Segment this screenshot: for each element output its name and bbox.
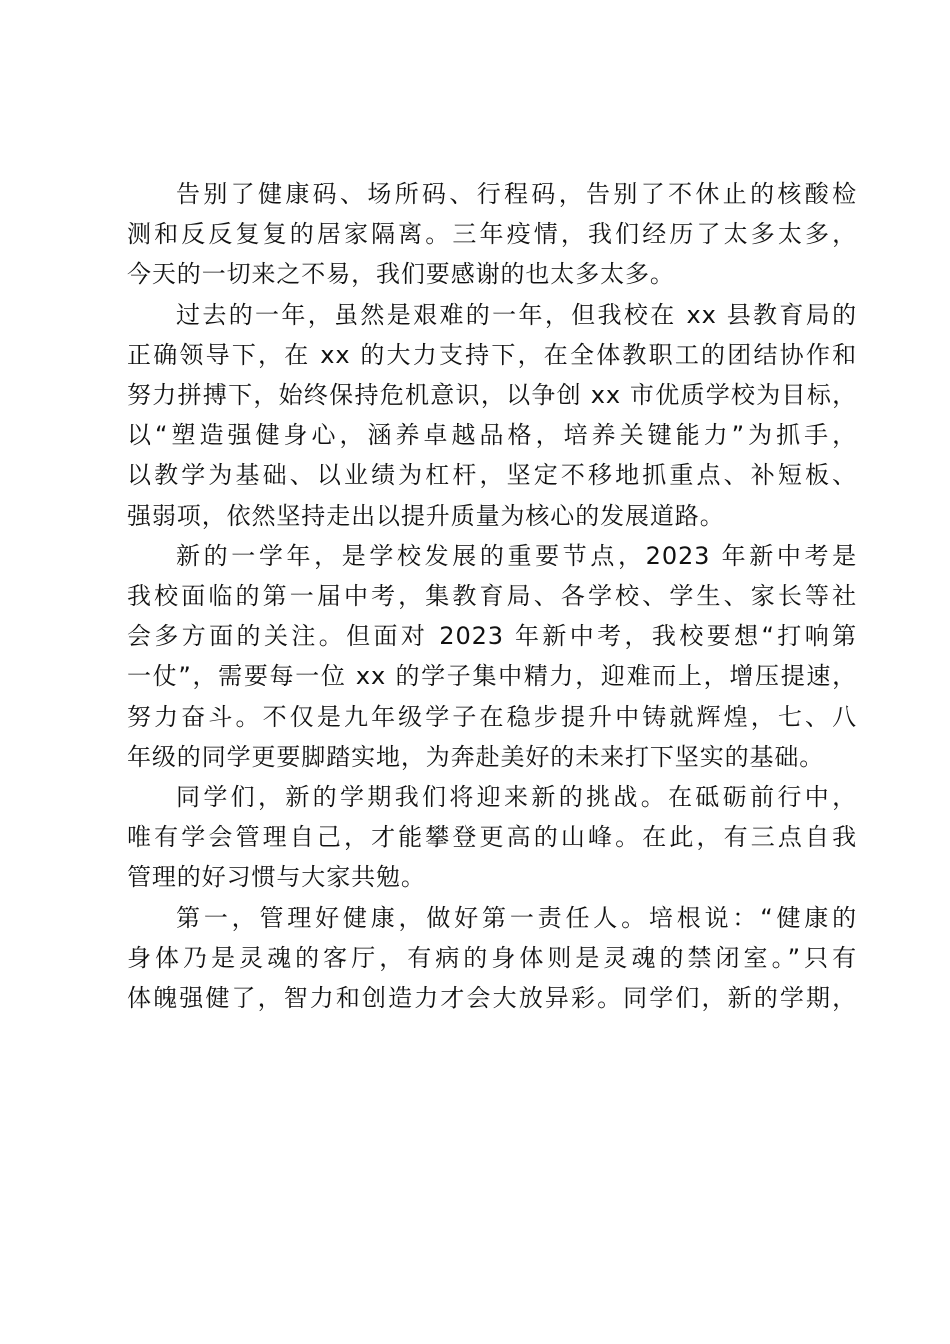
text-line: 第一，管理好健康，做好第一责任人。培根说：“健康的: [176, 903, 857, 932]
text-line: 一仗”，需要每一位 xx 的学子集中精力，迎难而上，增压提速，: [127, 662, 857, 691]
text-line: 今天的一切来之不易，我们要感谢的也太多太多。: [127, 260, 675, 289]
text-line: 新的一学年，是学校发展的重要节点，2023 年新中考是: [176, 541, 857, 570]
text-line: 正确领导下，在 xx 的大力支持下，在全体教职工的团结协作和: [127, 340, 857, 369]
text-line: 测和反反复复的居家隔离。三年疫情，我们经历了太多太多，: [127, 220, 857, 249]
text-line: 身体乃是灵魂的客厅，有病的身体则是灵魂的禁闭室。”只有: [127, 943, 857, 972]
text-line: 过去的一年，虽然是艰难的一年，但我校在 xx 县教育局的: [176, 300, 857, 329]
text-line: 唯有学会管理自己，才能攀登更高的山峰。在此，有三点自我: [127, 823, 857, 852]
text-line: 努力奋斗。不仅是九年级学子在稳步提升中铸就辉煌，七、八: [127, 702, 857, 731]
text-line: 告别了健康码、场所码、行程码，告别了不休止的核酸检: [176, 180, 857, 208]
text-line: 强弱项，依然坚持走出以提升质量为核心的发展道路。: [127, 501, 725, 530]
text-line: 努力拼搏下，始终保持危机意识，以争创 xx 市优质学校为目标，: [127, 381, 857, 410]
text-line: 以教学为基础、以业绩为杠杆，坚定不移地抓重点、补短板、: [127, 461, 857, 490]
text-line: 会多方面的关注。但面对 2023 年新中考，我校要想“打响第: [127, 622, 857, 651]
paragraph-4: [127, 777, 857, 898]
paragraph-1: [127, 174, 857, 295]
text-line: 管理的好习惯与大家共勉。: [127, 863, 426, 892]
text-line: 体魄强健了，智力和创造力才会大放异彩。同学们，新的学期，: [127, 984, 857, 1013]
text-line: 以“塑造强健身心，涵养卓越品格，培养关键能力”为抓手，: [127, 421, 857, 450]
paragraph-3: [127, 536, 857, 777]
paragraph-2: [127, 295, 857, 536]
text-line: 我校面临的第一届中考，集教育局、各学校、学生、家长等社: [127, 582, 857, 611]
document-body: [127, 174, 857, 1018]
paragraph-5: [127, 898, 857, 1019]
text-line: 同学们，新的学期我们将迎来新的挑战。在砥砺前行中，: [176, 783, 857, 812]
text-line: 年级的同学更要脚踏实地，为奔赴美好的未来打下坚实的基础。: [127, 742, 825, 771]
